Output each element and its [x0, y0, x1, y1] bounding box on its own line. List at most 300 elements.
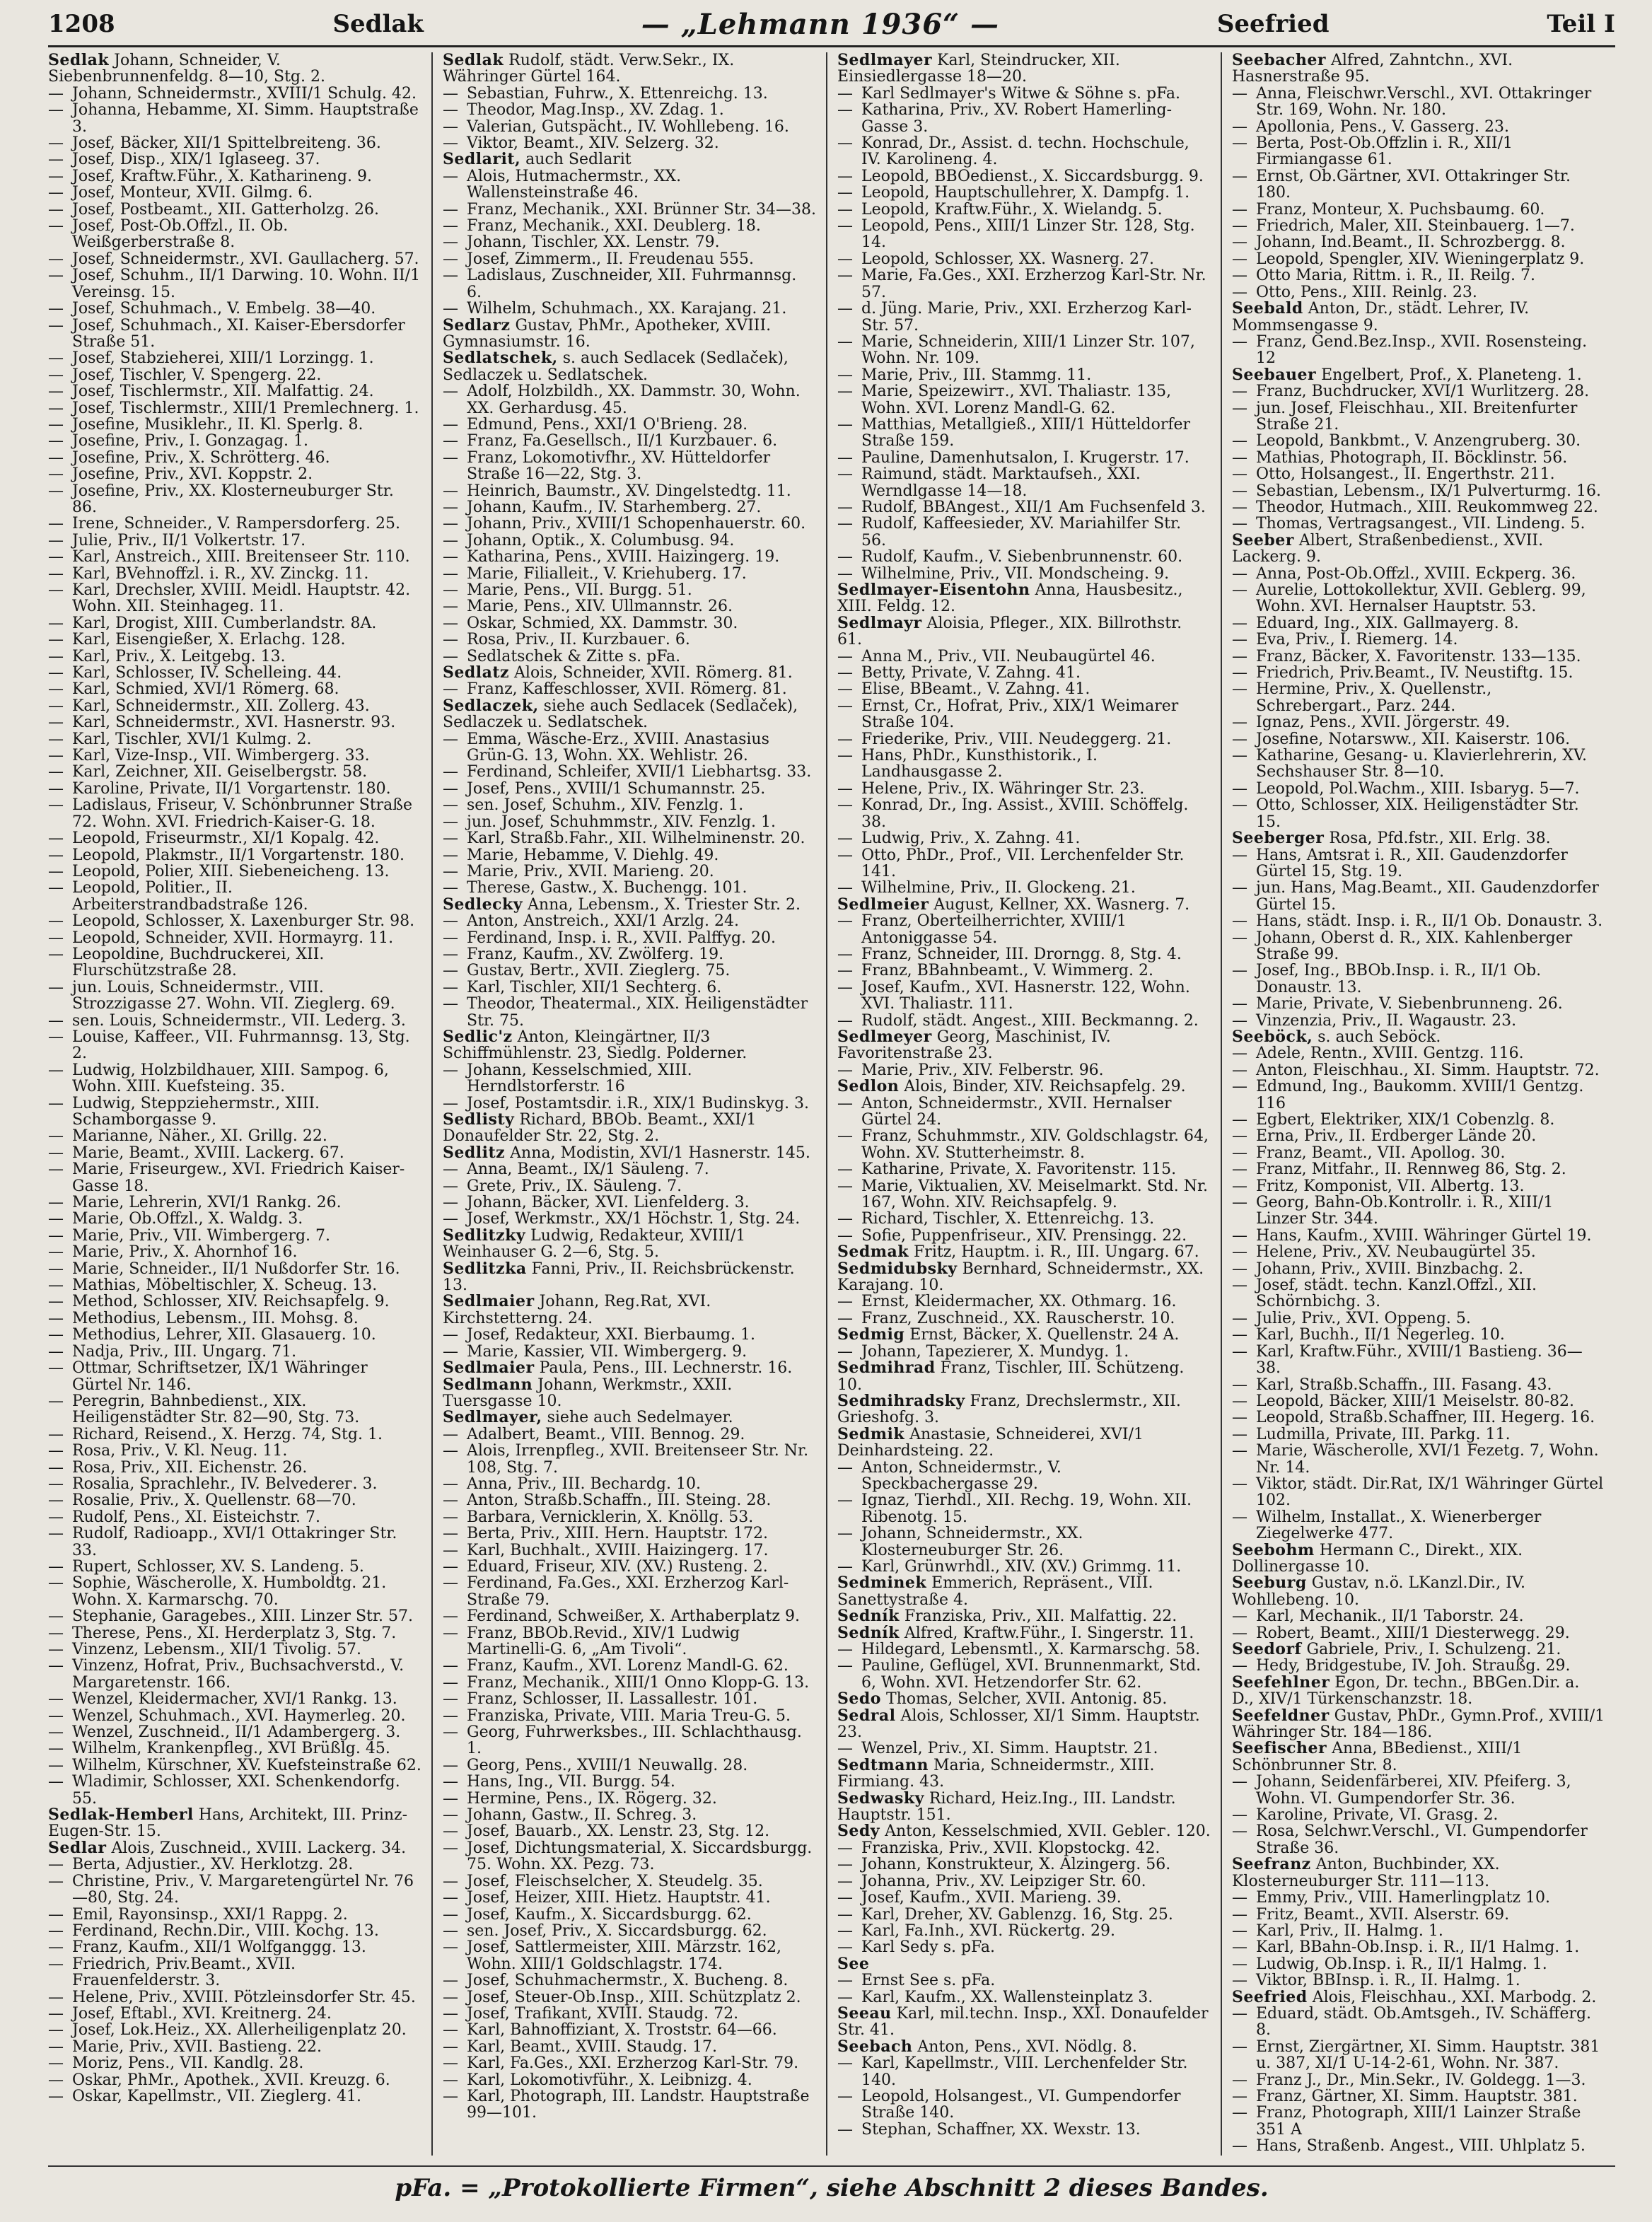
- repeat-dash: —: [1232, 1111, 1247, 1129]
- entry-text: Erna, Priv., II. Erdberger Lände 20.: [1256, 1127, 1537, 1146]
- entry-text: Marie, Wäscherolle, XVI/1 Fezetg. 7, Wohn. Nr. 14.: [1256, 1442, 1599, 1477]
- directory-entry: [48, 731, 421, 748]
- repeat-dash: —: [1232, 779, 1247, 798]
- directory-entry: [443, 566, 816, 582]
- entry-text: Josef, Schuhm., II/1 Darwing. 10. Wohn. II/1 Vereinsg. 15.: [72, 267, 421, 301]
- directory-entry: [443, 979, 816, 996]
- repeat-dash: —: [1232, 1773, 1247, 1791]
- directory-entry: [1232, 1658, 1605, 1674]
- directory-entry: [48, 202, 421, 218]
- directory-entry: [48, 913, 421, 929]
- directory-entry: [1232, 1310, 1605, 1327]
- surname: Sedlmayr: [837, 613, 922, 632]
- directory-entry: [837, 168, 1211, 185]
- entry-text: Johann, Priv., XVIII/1 Schopenhauerstr. 60.: [467, 515, 806, 533]
- entry-text: Franz, Mechanik., XXI. Brünner Str. 34—38.: [467, 200, 817, 219]
- repeat-dash: —: [443, 1822, 458, 1841]
- repeat-dash: —: [1232, 1127, 1247, 1146]
- entry-text: Josefine, Priv., XVI. Koppstr. 2.: [72, 465, 313, 484]
- entry-text: Wladimir, Schlosser, XXI. Schenkendorfg. 55.: [72, 1773, 400, 1808]
- directory-entry: [1232, 632, 1605, 648]
- directory-entry: [1232, 1890, 1605, 1906]
- entry-text: Franziska, Private, VIII. Maria Treu-G. 5.: [467, 1706, 791, 1725]
- repeat-dash: —: [1232, 465, 1247, 484]
- entry-text: Edmund, Pens., XXI/1 O'Brieng. 28.: [467, 415, 748, 434]
- directory-entry: [48, 665, 421, 681]
- entry-text: Viktor, BBInsp. i. R., II. Halmg. 1.: [1256, 1972, 1520, 1990]
- entry-text: Eduard, städt. Ob.Amtsgeh., IV. Schäfferg. 8.: [1256, 2004, 1592, 2040]
- repeat-dash: —: [837, 465, 853, 484]
- repeat-dash: —: [443, 1557, 458, 1576]
- directory-entry: [837, 1856, 1211, 1873]
- book-title: — „Lehmann 1936“ —: [641, 7, 999, 41]
- repeat-dash: —: [48, 631, 64, 649]
- repeat-dash: —: [837, 515, 853, 533]
- entry-text: Stephan, Schaffner, XX. Wexstr. 13.: [861, 2120, 1141, 2139]
- column-2: [431, 52, 826, 2156]
- directory-entry: [48, 1774, 421, 1807]
- entry-text: Franz, Beamt., VII. Apollog. 30.: [1256, 1144, 1506, 1162]
- entry-text: Josefine, Priv., X. Schrötterg. 46.: [72, 448, 330, 467]
- entry-text: Anna, Priv., III. Bechardg. 10.: [467, 1474, 701, 1493]
- entry-text: Hans, Ing., VII. Burgg. 54.: [467, 1773, 675, 1791]
- directory-entry: [1232, 499, 1605, 516]
- directory-entry: [443, 234, 816, 250]
- entry-text: Otto, Pens., XIII. Reinlg. 23.: [1256, 283, 1477, 301]
- repeat-dash: —: [48, 1773, 64, 1791]
- repeat-dash: —: [1232, 564, 1247, 583]
- page-number: 1208: [48, 10, 115, 38]
- surname: Sedlak: [443, 52, 504, 69]
- directory-entry: [48, 830, 421, 847]
- repeat-dash: —: [837, 332, 853, 351]
- repeat-dash: —: [48, 564, 64, 583]
- repeat-dash: —: [48, 548, 64, 566]
- surname-entry: [1232, 530, 1605, 566]
- entry-text: Egbert, Elektriker, XIX/1 Cobenzlg. 8.: [1256, 1111, 1555, 1129]
- entry-text: Marie, Priv., VII. Wimbergerg. 7.: [72, 1226, 331, 1245]
- directory-entry: [443, 1757, 816, 1774]
- entry-text: Konrad, Dr., Ing. Assist., XVIII. Schöffelg. 38.: [861, 796, 1189, 831]
- directory-entry: [1232, 2088, 1605, 2105]
- entry-text: Alois, Fleischhau., XXI. Marbodg. 2.: [1312, 1988, 1597, 2006]
- surname: Sedlitzka: [443, 1259, 527, 1278]
- directory-entry: [48, 1509, 421, 1525]
- entry-text: Marie, Filialleit., V. Kriehuberg. 17.: [467, 564, 747, 583]
- directory-entry: [443, 516, 816, 532]
- entry-text: Eduard, Friseur, XIV. (XV.) Rusteng. 2.: [467, 1557, 768, 1576]
- repeat-dash: —: [1232, 2071, 1247, 2089]
- surname: Sedlmayer-Eisentohn: [837, 581, 1030, 599]
- repeat-dash: —: [837, 200, 853, 219]
- entry-text: Franz, Gärtner, XI. Simm. Hauptstr. 381.: [1256, 2087, 1578, 2105]
- directory-entry: [48, 714, 421, 731]
- entry-text: Paula, Pens., III. Lechnerstr. 16.: [539, 1359, 793, 1378]
- directory-entry: [1232, 1923, 1605, 1939]
- entry-text: Aloisia, Pfleger., XIX. Billrothstr. 61.: [837, 614, 1182, 649]
- directory-entry: [443, 433, 816, 449]
- entry-text: Anna, Modistin, XVI/1 Hasnerstr. 145.: [510, 1144, 810, 1162]
- repeat-dash: —: [48, 614, 64, 632]
- entry-text: Eva, Priv., I. Riemerg. 14.: [1256, 631, 1458, 649]
- repeat-dash: —: [443, 1161, 458, 1179]
- directory-entry: [837, 1095, 1211, 1129]
- surname-entry: [443, 1112, 816, 1145]
- directory-entry: [443, 1426, 816, 1443]
- entry-text: Franz, Mitfahr., II. Rennweg 86, Stg. 2.: [1256, 1161, 1566, 1179]
- entry-text: Franz, Lokomotivfhr., XV. Hütteldorfer Straße 16—22, Stg. 3.: [467, 448, 771, 484]
- repeat-dash: —: [1232, 1194, 1247, 1212]
- entry-text: Josef, Schuhmach., V. Embelg. 38—40.: [72, 300, 376, 318]
- entry-text: Franz, Kaffeschlosser, XVII. Römerg. 81.: [467, 680, 787, 699]
- entry-text: Josef, Bauarb., XX. Lenstr. 23, Stg. 12.: [467, 1822, 770, 1841]
- surname: Sedlmeyer: [837, 1027, 932, 1046]
- surname-entry: [837, 1575, 1211, 1608]
- entry-text: Alois, Hutmachermstr., XX. Wallensteinstraße 46.: [467, 167, 682, 202]
- entry-text: Albert, Straßenbedienst., XVII. Lackerg. 9.: [1232, 531, 1544, 566]
- directory-entry: [837, 1740, 1211, 1757]
- surname: Sedlmayer: [837, 52, 933, 69]
- repeat-dash: —: [1232, 432, 1247, 450]
- directory-entry: [1232, 1244, 1605, 1260]
- entry-text: Karl, Steindrucker, XII. Einsiedlergasse 18—20.: [837, 52, 1120, 86]
- entry-text: Marie, Priv., XVII. Marieng. 20.: [467, 862, 714, 880]
- repeat-dash: —: [48, 1624, 64, 1642]
- repeat-dash: —: [48, 1309, 64, 1327]
- repeat-dash: —: [837, 1177, 853, 1195]
- repeat-dash: —: [443, 1474, 458, 1493]
- entry-text: Anton, Schneidermstr., XVII. Hernalser Gürtel 24.: [861, 1094, 1172, 1129]
- directory-entry: [837, 1525, 1211, 1559]
- surname: Sedlatschek,: [443, 349, 558, 368]
- repeat-dash: —: [48, 432, 64, 450]
- entry-text: Rosa, Pfd.fstr., XII. Erlg. 38.: [1329, 830, 1551, 848]
- entry-text: Ferdinand, Rechn.Dir., VIII. Kochg. 13.: [72, 1921, 379, 1940]
- directory-entry: [443, 1476, 816, 1492]
- entry-text: Otto Maria, Rittm. i. R., II. Reilg. 7.: [1256, 267, 1536, 285]
- directory-entry: [1232, 2039, 1605, 2072]
- surname: Seeau: [837, 2003, 892, 2023]
- directory-entry: [443, 102, 816, 118]
- surname: Sedlisty: [443, 1110, 515, 1129]
- entry-text: Marie, Schneiderin, XIII/1 Linzer Str. 107, Wohn. Nr. 109.: [861, 332, 1195, 368]
- entry-text: Egon, Dr. techn., BBGen.Dir. a. D., XIV/1 Türkenschanzstr. 18.: [1232, 1673, 1580, 1709]
- directory-entry: [48, 433, 421, 449]
- directory-entry: [443, 1989, 816, 2006]
- entry-text: Karl, Kraftw.Führ., XVIII/1 Bastieng. 36—38.: [1256, 1342, 1583, 1378]
- directory-entry: [1232, 2138, 1605, 2154]
- entry-text: Josef, Monteur, XVII. Gilmg. 6.: [72, 184, 313, 202]
- entry-text: Marie, Priv., XIV. Felberstr. 96.: [861, 1061, 1104, 1079]
- directory-entry: [837, 847, 1211, 880]
- entry-text: Franz, Kaufm., XII/1 Wolfganggg. 13.: [72, 1938, 366, 1957]
- directory-entry: [48, 1293, 421, 1310]
- surname: Seeberger: [1232, 829, 1325, 848]
- directory-entry: [1232, 483, 1605, 499]
- repeat-dash: —: [48, 1938, 64, 1957]
- directory-entry: [443, 533, 816, 549]
- directory-entry: [837, 1211, 1211, 1227]
- repeat-dash: —: [443, 267, 458, 285]
- entry-text: Fritz, Beamt., XVII. Alserstr. 69.: [1256, 1905, 1510, 1924]
- directory-entry: [48, 2055, 421, 2071]
- repeat-dash: —: [48, 1723, 64, 1742]
- entry-text: Johann, Gastw., II. Schreg. 3.: [467, 1806, 697, 1825]
- directory-entry: [837, 781, 1211, 797]
- repeat-dash: —: [443, 978, 458, 996]
- directory-entry: [1232, 1161, 1605, 1177]
- repeat-dash: —: [837, 879, 853, 897]
- directory-entry: [1232, 1112, 1605, 1128]
- repeat-dash: —: [443, 796, 458, 815]
- entry-text: Josef, Kraftw.Führ., X. Katharineng. 9.: [72, 167, 372, 185]
- entry-text: Marie, Hebamme, V. Diehlg. 49.: [467, 846, 719, 864]
- repeat-dash: —: [48, 747, 64, 765]
- entry-text: Berta, Priv., XIII. Hern. Hauptstr. 172.: [467, 1525, 768, 1543]
- repeat-dash: —: [443, 1508, 458, 1526]
- repeat-dash: —: [837, 2120, 853, 2139]
- directory-entry: [48, 930, 421, 946]
- entry-text: Anna M., Priv., VII. Neubaugürtel 46.: [861, 647, 1156, 665]
- entry-text: Josef, Kaufm., XVII. Marieng. 39.: [861, 1889, 1122, 1907]
- repeat-dash: —: [1232, 1260, 1247, 1278]
- entry-text: Julie, Priv., XVI. Oppeng. 5.: [1256, 1309, 1471, 1327]
- surname: Sedlitzky: [443, 1226, 526, 1245]
- directory-entry: [837, 698, 1211, 731]
- directory-entry: [48, 1013, 421, 1029]
- repeat-dash: —: [443, 117, 458, 136]
- directory-entry: [48, 1708, 421, 1724]
- surname-entry: [837, 615, 1211, 648]
- directory-entry: [837, 1310, 1211, 1327]
- directory-entry: [1232, 1178, 1605, 1194]
- surname: Sedlmaier: [443, 1359, 535, 1378]
- directory-entry: [48, 1460, 421, 1476]
- entry-text: Marie, Kassier, VII. Wimbergerg. 9.: [467, 1342, 748, 1361]
- directory-entry: [48, 483, 421, 516]
- directory-entry: [48, 1360, 421, 1393]
- surname: Seefehlner: [1232, 1673, 1330, 1692]
- repeat-dash: —: [837, 647, 853, 665]
- directory-entry: [48, 698, 421, 714]
- entry-text: Sofie, Puppenfriseur., XIV. Prensingg. 22.: [861, 1226, 1187, 1245]
- entry-text: Rosa, Priv., XII. Eichenstr. 26.: [72, 1458, 308, 1477]
- repeat-dash: —: [1232, 1905, 1247, 1924]
- entry-text: Karl, Vize-Insp., VII. Wimbergerg. 33.: [72, 747, 370, 765]
- surname-entry: [1232, 1740, 1605, 1774]
- entry-text: Anton, Pens., XVI. Nödlg. 8.: [917, 2037, 1137, 2056]
- surname-entry: [1232, 1856, 1605, 1890]
- surname-entry: [1232, 367, 1605, 383]
- repeat-dash: —: [837, 779, 853, 798]
- entry-text: Karoline, Private, VI. Grasg. 2.: [1256, 1806, 1499, 1825]
- directory-entry: [1232, 648, 1605, 665]
- surname-entry: [837, 897, 1211, 913]
- repeat-dash: —: [443, 1789, 458, 1808]
- directory-entry: [48, 1923, 421, 1939]
- directory-entry: [48, 2022, 421, 2038]
- surname: Sedmidubsky: [837, 1259, 958, 1278]
- entry-text: Adalbert, Beamt., VIII. Bennog. 29.: [467, 1425, 745, 1443]
- entry-text: Anton, Anstreich., XXI/1 Arzlg. 24.: [467, 912, 740, 931]
- entry-text: Josef, Tischlermstr., XII. Malfattig. 24.: [72, 383, 374, 401]
- repeat-dash: —: [48, 1474, 64, 1493]
- repeat-dash: —: [443, 2087, 458, 2105]
- repeat-dash: —: [837, 680, 853, 699]
- repeat-dash: —: [48, 730, 64, 748]
- surname: Sedlmann: [443, 1375, 533, 1394]
- repeat-dash: —: [837, 1525, 853, 1543]
- entry-text: Therese, Gastw., X. Buchengg. 101.: [467, 879, 748, 897]
- surname-entry: [837, 1426, 1211, 1460]
- surname-entry: [443, 1228, 816, 1261]
- first-name-guide: Sedlak: [332, 10, 424, 38]
- repeat-dash: —: [48, 1326, 64, 1344]
- surname-entry: [48, 52, 421, 86]
- repeat-dash: —: [1232, 1342, 1247, 1361]
- directory-entry: [837, 1907, 1211, 1923]
- directory-entry: [48, 1989, 421, 2006]
- directory-entry: [837, 102, 1211, 135]
- entry-text: Rupert, Schlosser, XV. S. Landeng. 5.: [72, 1557, 364, 1576]
- directory-entry: [443, 1575, 816, 1608]
- repeat-dash: —: [443, 84, 458, 103]
- surname: Sedlitz: [443, 1143, 506, 1162]
- entry-text: Anna, Fleischwr.Verschl., XVI. Ottakringer Str. 169, Wohn. Nr. 180.: [1256, 84, 1592, 120]
- entry-text: Richard, Tischler, X. Ettenreichg. 13.: [861, 1210, 1155, 1228]
- surname-entry: [443, 1293, 816, 1327]
- repeat-dash: —: [443, 1210, 458, 1228]
- directory-entry: [1232, 383, 1605, 400]
- directory-entry: [1232, 1907, 1605, 1923]
- entry-text: Oskar, Schmied, XX. Dammstr. 30.: [467, 614, 738, 632]
- repeat-dash: —: [1232, 912, 1247, 931]
- directory-entry: [1232, 1128, 1605, 1144]
- surname: Sedtmann: [837, 1755, 929, 1774]
- repeat-dash: —: [1232, 1409, 1247, 1427]
- entry-text: Johann, Schneidermstr., XX. Klosterneuburger Str. 26.: [861, 1525, 1083, 1559]
- entry-text: Josef, Dichtungsmaterial, X. Siccardsburgg. 75. Wohn. XX. Pezg. 73.: [467, 1839, 813, 1874]
- directory-entry: [48, 185, 421, 201]
- directory-entry: [837, 251, 1211, 267]
- directory-entry: [1232, 86, 1605, 119]
- surname: Seebacher: [1232, 52, 1326, 69]
- entry-text: Wilhelmine, Priv., VII. Mondscheing. 9.: [861, 564, 1170, 583]
- entry-text: Rosa, Selchwr.Verschl., VI. Gumpendorfer Straße 36.: [1256, 1822, 1588, 1857]
- repeat-dash: —: [48, 1872, 64, 1890]
- directory-entry: [48, 946, 421, 979]
- entry-text: Josef, Lok.Heiz., XX. Allerheiligenplatz 20.: [72, 2021, 407, 2040]
- directory-entry: [837, 367, 1211, 383]
- repeat-dash: —: [1232, 2104, 1247, 2122]
- entry-text: Marie, Beamt., XVIII. Lackerg. 67.: [72, 1144, 344, 1162]
- repeat-dash: —: [837, 101, 853, 120]
- directory-entry: [48, 1145, 421, 1161]
- directory-entry: [48, 533, 421, 549]
- repeat-dash: —: [443, 1723, 458, 1742]
- repeat-dash: —: [1232, 1309, 1247, 1327]
- entry-text: Franz J., Dr., Min.Sekr., IV. Goldegg. 1—3.: [1256, 2071, 1586, 2089]
- entry-text: Johanna, Priv., XV. Leipziger Str. 60.: [861, 1872, 1146, 1890]
- entry-text: Georg, Maschinist, IV. Favoritenstraße 23.: [837, 1028, 1111, 1063]
- directory-entry: [1232, 1608, 1605, 1624]
- entry-text: Richard, Heiz.Ing., III. Landstr. Hauptstr. 151.: [837, 1789, 1176, 1825]
- entry-text: Leopold, Schlosser, X. Laxenburger Str. 98.: [72, 912, 415, 931]
- repeat-dash: —: [443, 415, 458, 434]
- repeat-dash: —: [48, 697, 64, 715]
- directory-entry: [1232, 1045, 1605, 1061]
- surname: Sedlaczek,: [443, 696, 539, 715]
- directory-entry: [837, 566, 1211, 582]
- entry-text: Anna, Lebensm., X. Triester Str. 2.: [528, 895, 801, 914]
- repeat-dash: —: [1232, 1657, 1247, 1675]
- entry-text: Wilhelmine, Priv., II. Glockeng. 21.: [861, 879, 1136, 897]
- entry-text: Hermine, Pens., IX. Rögerg. 32.: [467, 1789, 717, 1808]
- directory-entry: [837, 218, 1211, 251]
- directory-entry: [1232, 1062, 1605, 1078]
- repeat-dash: —: [1232, 515, 1247, 533]
- entry-text: Friedrich, Priv.Beamt., IV. Neustiftg. 15.: [1256, 664, 1574, 682]
- entry-text: Edmund, Ing., Baukomm. XVIII/1 Gentzg. 116: [1256, 1078, 1584, 1112]
- entry-text: Methodius, Lebensm., III. Mohsg. 8.: [72, 1309, 359, 1327]
- entry-text: Ernst, Ziergärtner, XI. Simm. Hauptstr. 381 u. 387, XI/1 U-14-2-61, Wohn. Nr. 387.: [1256, 2037, 1600, 2073]
- repeat-dash: —: [837, 167, 853, 185]
- directory-entry: [837, 880, 1211, 896]
- entry-text: Konrad, Dr., Assist. d. techn. Hochschule, IV. Karolineng. 4.: [861, 134, 1189, 169]
- entry-text: Josef, Post-Ob.Offzl., II. Ob. Weißgerberstraße 8.: [72, 217, 289, 252]
- directory-entry: [443, 814, 816, 830]
- directory-entry: [48, 632, 421, 648]
- entry-text: Hans, Architekt, III. Prinz-Eugen-Str. 15.: [48, 1806, 408, 1841]
- surname: Sedmak: [837, 1243, 909, 1262]
- repeat-dash: —: [837, 300, 853, 318]
- directory-entry: [1232, 847, 1605, 880]
- repeat-dash: —: [48, 1094, 64, 1112]
- repeat-dash: —: [443, 929, 458, 947]
- repeat-dash: —: [48, 1458, 64, 1477]
- entry-text: Franz, Drechslermstr., XII. Grieshofg. 3.: [837, 1392, 1181, 1427]
- repeat-dash: —: [48, 349, 64, 368]
- repeat-dash: —: [1232, 2137, 1247, 2156]
- repeat-dash: —: [837, 1127, 853, 1146]
- directory-entry: [837, 1939, 1211, 1955]
- repeat-dash: —: [1232, 2037, 1247, 2056]
- directory-entry: [48, 2088, 421, 2105]
- directory-entry: [48, 1062, 421, 1095]
- repeat-dash: —: [443, 531, 458, 549]
- directory-entry: [48, 417, 421, 433]
- repeat-dash: —: [48, 1525, 64, 1543]
- entry-text: jun. Josef, Fleischhau., XII. Breitenfurter Straße 21.: [1256, 399, 1578, 434]
- directory-entry: [443, 1062, 816, 1095]
- entry-text: Karl, Priv., X. Leitgebg. 13.: [72, 647, 286, 665]
- repeat-dash: —: [48, 1161, 64, 1179]
- repeat-dash: —: [443, 581, 458, 599]
- repeat-dash: —: [443, 1657, 458, 1675]
- entry-text: Karl, Schneidermstr., XVI. Hasnerstr. 93.: [72, 714, 396, 732]
- entry-text: Josef, Heizer, XIII. Hietz. Hauptstr. 41.: [467, 1889, 771, 1907]
- repeat-dash: —: [48, 399, 64, 417]
- repeat-dash: —: [1232, 1226, 1247, 1245]
- entry-text: Leopold, Politier., II. Arbeiterstrandbadstraße 126.: [72, 879, 308, 914]
- entry-text: Sedlatschek & Zitte s. pFa.: [467, 647, 681, 665]
- surname-entry: [837, 1029, 1211, 1062]
- surname-entry: [837, 582, 1211, 615]
- directory-entry: [443, 1708, 816, 1724]
- column-1: [48, 52, 431, 2156]
- surname-entry: [837, 1757, 1211, 1791]
- repeat-dash: —: [443, 1905, 458, 1924]
